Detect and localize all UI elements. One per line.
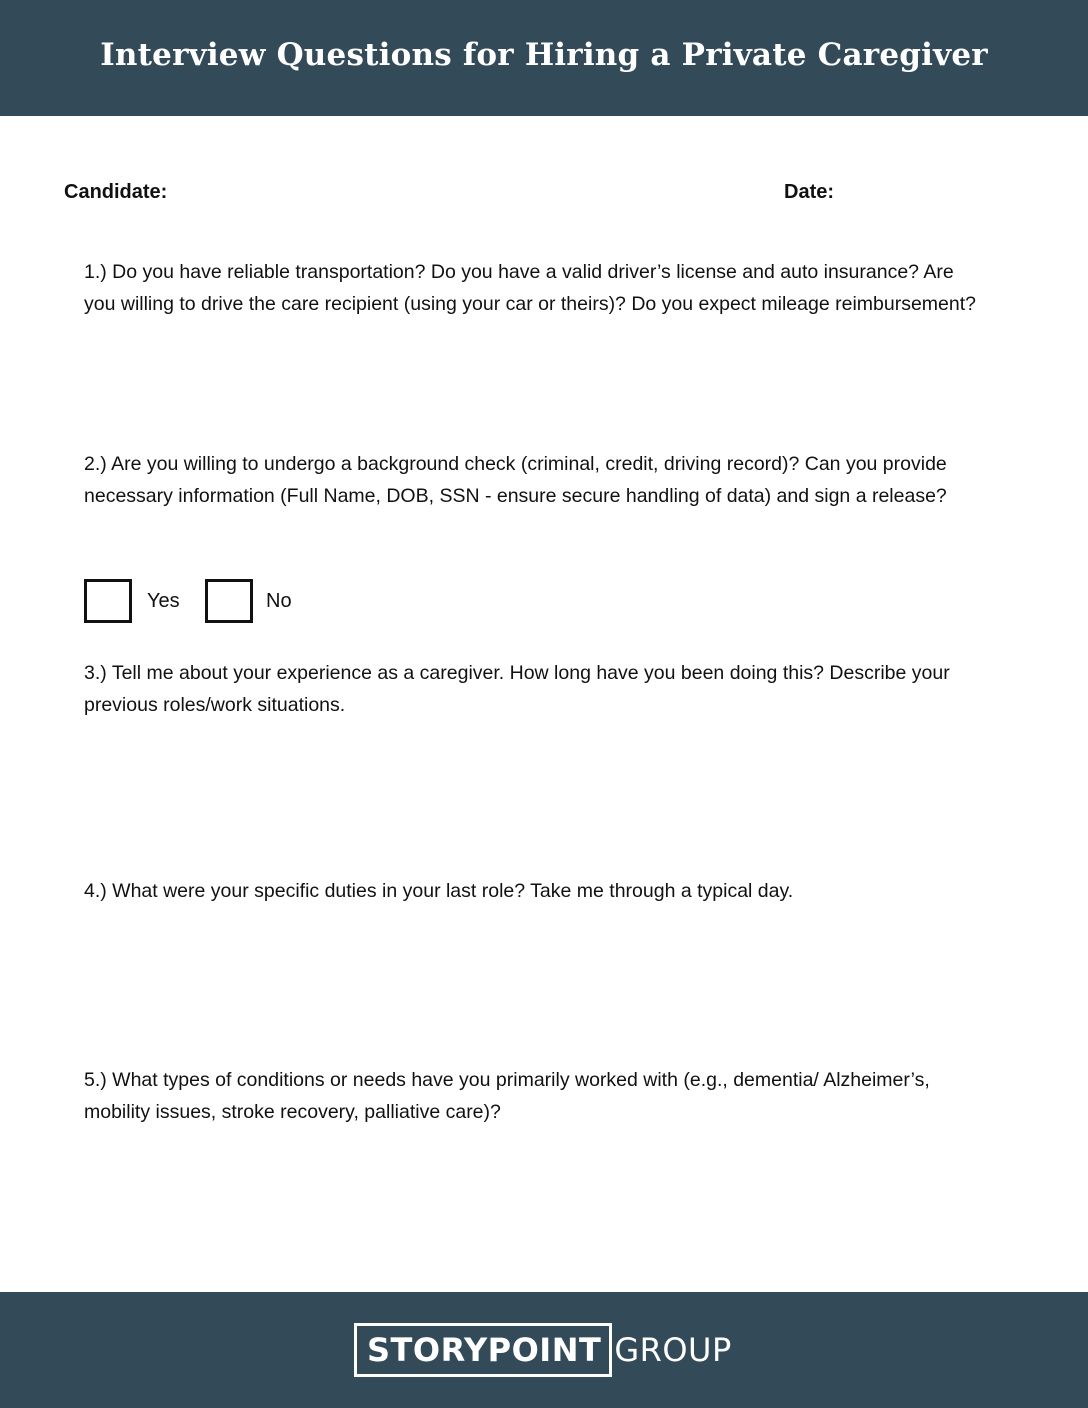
page-header bbox=[0, 0, 1088, 116]
logo-primary-text: STORYPOINT bbox=[367, 1331, 602, 1369]
logo-box bbox=[354, 1323, 612, 1377]
yes-label: Yes bbox=[147, 590, 180, 612]
question-5: 5.) What types of conditions or needs have you primarily worked with (e.g., dementia/ Alzheimer’s, mobility issues, stroke recovery, palliative care)? bbox=[84, 1069, 930, 1123]
no-label: No bbox=[266, 590, 292, 612]
question-3: 3.) Tell me about your experience as a caregiver. How long have you been doing this? Describe your previous roles/work situations. bbox=[84, 662, 950, 716]
date-label: Date: bbox=[784, 181, 835, 203]
question-2: 2.) Are you willing to undergo a background check (criminal, credit, driving record)? Can you provide necessary information (Full Name, DOB, SSN - ensure secure handling of data) and sign a release? bbox=[84, 453, 947, 507]
question-4: 4.) What were your specific duties in your last role? Take me through a typical day. bbox=[84, 880, 794, 902]
question-1: 1.) Do you have reliable transportation? Do you have a valid driver’s license and auto insurance? Are you willing to drive the care recipient (using your car or theirs)? Do you expect mileage reimbursement? bbox=[84, 261, 976, 315]
candidate-label: Candidate: bbox=[64, 181, 168, 203]
yes-checkbox[interactable] bbox=[84, 579, 132, 623]
logo-secondary-text: GROUP bbox=[614, 1331, 732, 1369]
page-title: Interview Questions for Hiring a Private Caregiver bbox=[100, 37, 988, 73]
no-checkbox[interactable] bbox=[205, 579, 253, 623]
storypoint-group-logo bbox=[354, 1323, 732, 1377]
